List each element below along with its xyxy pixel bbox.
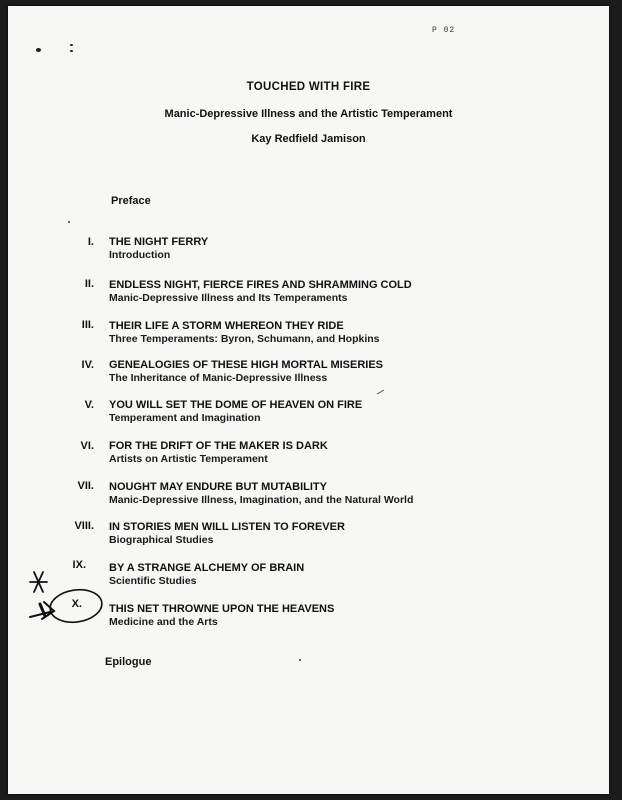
chapter-numeral: VI. [80,440,94,452]
chapter-subtitle: Manic-Depressive Illness, Imagination, and the Natural World [109,494,414,506]
chapter-subtitle: Temperament and Imagination [109,412,261,424]
document-page [8,6,609,794]
page-number: P 02 [432,26,456,35]
chapter-title: FOR THE DRIFT OF THE MAKER IS DARK [109,440,328,452]
chapter-numeral: VII. [77,480,94,492]
document-title: TOUCHED WITH FIRE [246,81,371,93]
handwritten-annotations [8,6,609,794]
chapter-subtitle: Artists on Artistic Temperament [109,453,268,465]
handwritten-circle-icon [48,587,104,626]
chapter-numeral: I. [87,236,94,248]
chapter-subtitle: Scientific Studies [109,575,197,587]
handwritten-asterisk-icon [30,572,47,592]
speck-dot-icon [299,659,301,661]
chapter-subtitle: Three Temperaments: Byron, Schumann, and Hopkins [109,333,380,345]
document-author: Kay Redfield Jamison [251,133,366,145]
chapter-subtitle: The Inheritance of Manic-Depressive Illness [109,372,328,384]
chapter-subtitle: Manic-Depressive Illness and Its Temperaments [109,292,348,304]
chapter-subtitle: Medicine and the Arts [109,616,218,628]
chapter-title: YOU WILL SET THE DOME OF HEAVEN ON FIRE [109,399,363,411]
chapter-title: BY A STRANGE ALCHEMY OF BRAIN [109,562,305,574]
chapter-title: GENEALOGIES OF THESE HIGH MORTAL MISERIES [109,359,384,371]
chapter-numeral: X. [71,598,82,610]
chapter-title: THEIR LIFE A STORM WHEREON THEY RIDE [109,320,344,332]
document-subtitle: Manic-Depressive Illness and the Artistic Temperament [164,108,453,120]
epilogue-heading: Epilogue [105,656,152,668]
chapter-numeral: V. [84,399,94,411]
chapter-title: THE NIGHT FERRY [109,236,209,248]
chapter-numeral: II. [84,278,94,290]
chapter-numeral: IV. [81,359,94,371]
chapter-title: THIS NET THROWNE UPON THE HEAVENS [109,603,335,615]
chapter-title: ENDLESS NIGHT, FIERCE FIRES AND SHRAMMING COLD [109,279,412,291]
speck-dot-icon [68,221,70,223]
chapter-numeral: IX. [72,559,86,571]
chapter-numeral: III. [81,319,94,331]
chapter-subtitle: Biographical Studies [109,534,214,546]
chapter-title: IN STORIES MEN WILL LISTEN TO FOREVER [109,521,345,533]
chapter-subtitle: Introduction [109,249,171,261]
chapter-numeral: VIII. [74,520,94,532]
chapter-title: NOUGHT MAY ENDURE BUT MUTABILITY [109,481,327,493]
preface-heading: Preface [111,195,151,207]
stray-mark-icon [377,390,384,394]
